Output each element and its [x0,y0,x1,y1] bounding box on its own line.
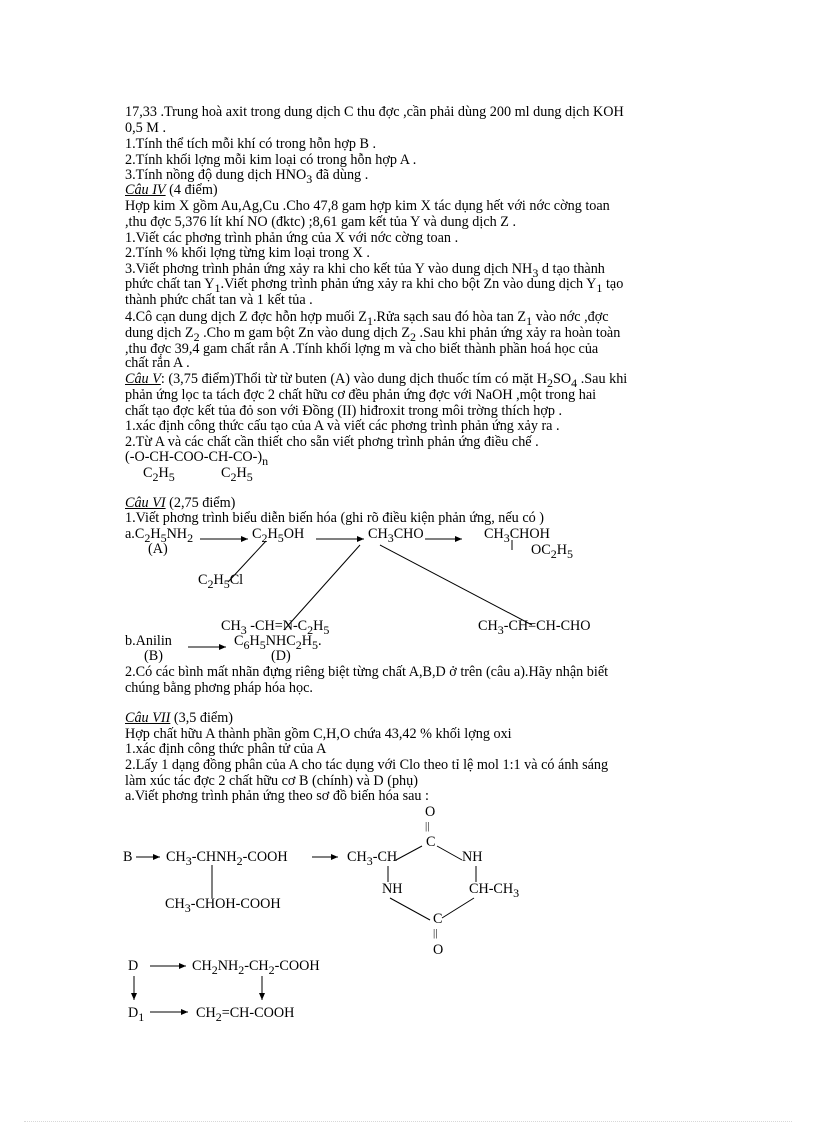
text-line: chất rắn A . [125,355,190,371]
text-line: dung dịch $Z_2$ .Cho m gam bột Zn vào dung dịch $Z_2$ .Sau khi phản ứng xảy ra hoàn toàn [125,325,621,344]
text-line: phức chất $\tan Y_1.Viết$ phơng trình phản ứng xảy ra khi cho bột Zn vào dung dịch $Y_1$ tạo [125,276,624,295]
text-line: 1.xác định công thức cấu tạo của A và viết các phơng trình phản ứng xảy ra . [125,418,560,434]
scheme-compound: $CH_3-CH$ [347,849,398,868]
double-bond: || [425,820,430,832]
question-heading: Câu V: (3,75 điểm)Thổi từ từ buten (A) vào dung dịch thuốc tím có mặt $H_2SO_4$ .Sau khi [125,371,628,390]
text-line: 3.Viết phơng trình phản ứng xảy ra khi cho kết tủa Y vào dung dịch $NH_3$ d tạo thành [125,261,605,280]
scheme-compound: $C_2H_5OH$ [252,526,305,545]
compound-label: (A) [148,541,168,557]
page-bottom-border [24,1121,792,1122]
atom-label: C [433,911,443,927]
text-line: ,thu đợc 5,376 lít khí NO (đktc) ;8,61 gam kết tủa Y và dung dịch Z . [125,214,517,230]
atom-label: NH [462,849,483,865]
scheme-compound-D: D [128,958,139,974]
text-line: 1.Viết phơng trình biểu diễn biến hóa (ghi rõ điều kiện phản ứng, nếu có ) [125,510,544,526]
text-line: phản ứng lọc ta tách đợc 2 chất hữu cơ đều phản ứng đợc với NaOH ,một trong hai [125,387,597,403]
question-heading: Câu IV (4 điểm) [125,182,218,198]
question-heading: Câu VII (3,5 điểm) [125,710,233,726]
scheme-connector [380,545,532,625]
compound-label: (D) [271,648,291,664]
atom-label: O [425,804,436,820]
scheme-compound-B: b.Anilin [125,633,172,649]
scheme-compound-D1: $D_1$ [128,1005,145,1024]
text-line: 0,5 M . [125,120,166,136]
question-heading: Câu VI (2,75 điểm) [125,495,236,511]
scheme-compound: $CH_2NH_2-CH_2$-COOH [192,958,320,977]
scheme-compound: $CH_3-CHNH_2$-COOH [166,849,288,868]
text-line: 2.Tính % khối lợng từng kim loại trong X . [125,245,370,261]
scheme-compound: $C_2H_5Cl$ [198,572,244,591]
text-line: thành phức chất tan và 1 kết tủa . [125,292,313,308]
polymer-formula: $(-O-CH-COO-CH-CO-)_n$ [125,449,269,468]
text-line: chúng bằng phơng pháp hóa học. [125,680,313,696]
scheme-compound-A: $a.C_2H_5NH_2$ [125,526,194,545]
text-line: 2.Tính khối lợng mỗi kim loại có trong hỗn hợp A . [125,152,417,168]
text-line: 1.xác định công thức phân tử của A [125,741,327,757]
text-line: ,thu đợc 39,4 gam chất rắn A .Tính khối lợng m và cho biết thành phần hoá học của [125,341,599,357]
text-line: 4.Cô cạn dung dịch Z đợc hỗn hợp muối $Z_1.Rửa$ sạch sau đó hòa $\tan Z_1$ vào nớc ,đợc [125,309,609,328]
text-line: làm xúc tác đợc 2 chất hữu cơ B (chính) và D (phụ) [125,773,418,789]
text-line: 2.Lấy 1 dạng đồng phân của A cho tác dụng với Clo theo tỉ lệ mol 1:1 và có ánh sáng [125,757,609,773]
scheme-compound: $CH_3$ $-CH=N-C_2H_5$ [221,618,330,637]
scheme-compound-D: $C_6H_5NHC_2H_5$. [234,633,322,652]
text-line: Hợp kim X gồm Au,Ag,Cu .Cho 47,8 gam hợp kim X tác dụng hết với nớc cờng toan [125,198,610,214]
text-line: 17,33 .Trung hoà axit trong dung dịch C thu đợc ,cần phải dùng 200 ml dung dịch KOH [125,104,624,120]
substituent-label: $OC_2H_5$ [531,542,573,561]
compound-label: (B) [144,648,163,664]
scheme-compound-B: B [123,849,133,865]
text-line: 1.Tính thể tích mỗi khí có trong hỗn hợp B . [125,136,377,152]
substituent-label: $C_2H_5$ [221,465,253,484]
double-bond: || [433,927,438,939]
text-line: Hợp chất hữu A thành phần gồm C,H,O chứa 43,42 % khối lợng oxi [125,726,512,742]
atom-label: C [426,834,436,850]
ring-bond [442,898,474,918]
atom-label: O [433,942,444,958]
text-line: 2.Có các bình mất nhãn đựng riêng biệt từng chất A,B,D ở trên (câu a).Hãy nhận biết [125,664,609,680]
text-line: a.Viết phơng trình phản ứng theo sơ đồ biến hóa sau : [125,788,429,804]
ring-bond [390,898,430,920]
scheme-compound: $CH-CH_3$ [469,881,520,900]
scheme-compound: $CH_3-CHOH$-COOH [165,896,281,915]
scheme-compound: $CH_3CHOH$ [484,526,550,545]
scheme-compound: $CH_3CHO$ [368,526,424,545]
scheme-compound: $CH_2=CH$-COOH [196,1005,295,1024]
scheme-compound: $CH_3-CH=CH$-CHO [478,618,591,637]
ring-bond [437,846,462,860]
ring-bond [396,846,422,860]
substituent-label: $C_2H_5$ [143,465,175,484]
text-line: 3.Tính nồng độ dung dịch $HNO_3$ đã dùng . [125,167,369,186]
text-line: 1.Viết các phơng trình phản ứng của X với nớc cờng toan . [125,230,459,246]
text-line: 2.Từ A và các chất cần thiết cho sẵn viết phơng trình phản ứng điều chế . [125,434,539,450]
text-line: chất tạo đợc kết tủa đỏ son với Đồng (II) hiđroxit trong môi trờng thích hợp . [125,403,563,419]
atom-label: NH [382,881,403,897]
